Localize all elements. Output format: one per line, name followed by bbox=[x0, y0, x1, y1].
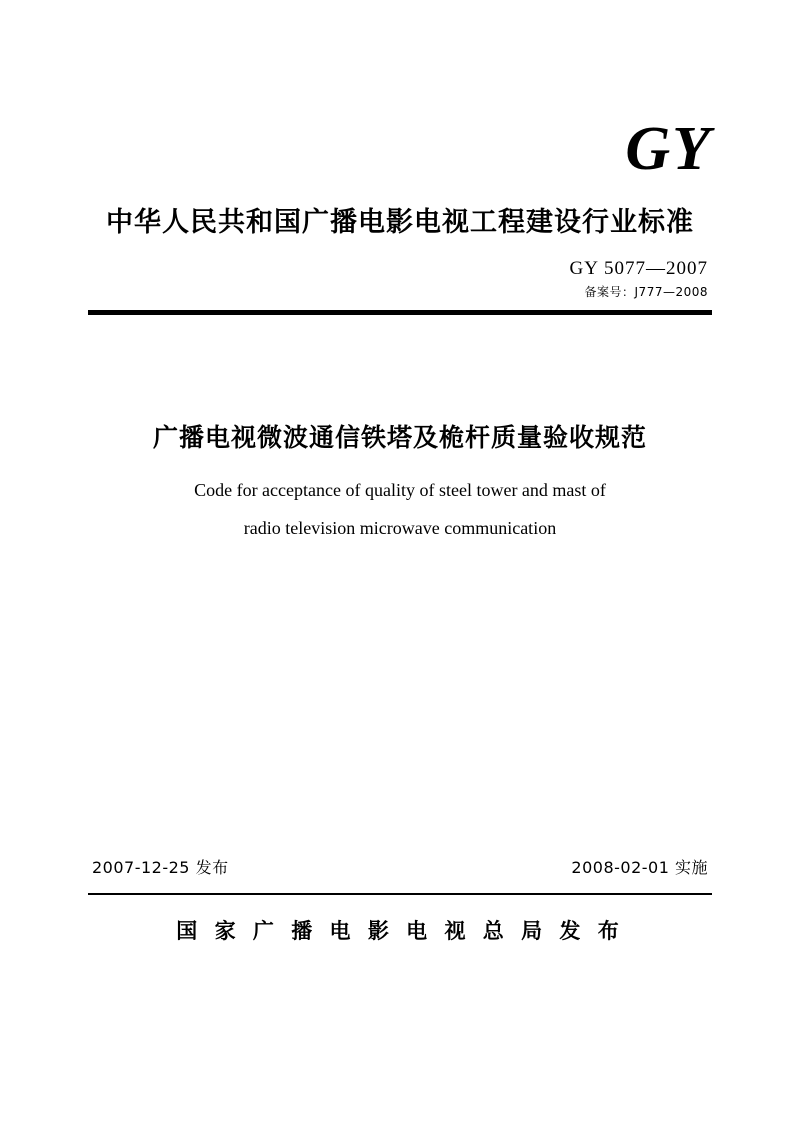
page-title-english-line2: radio television microwave communication bbox=[243, 518, 557, 538]
page-title-english-line1: Code for acceptance of quality of steel tower and mast of bbox=[194, 480, 606, 500]
issue-date: 2007-12-25 发布 bbox=[92, 858, 229, 877]
page-title: 广播电视微波通信铁塔及桅杆质量验收规范 bbox=[152, 423, 647, 452]
standard-series-title: 中华人民共和国广播电影电视工程建设行业标准 bbox=[106, 207, 694, 238]
record-number: 备案号：J777—2008 bbox=[584, 285, 708, 299]
header-divider bbox=[88, 310, 712, 315]
footer-divider bbox=[88, 893, 712, 895]
publisher: 国 家 广 播 电 影 电 视 总 局 发 布 bbox=[176, 919, 624, 943]
document-content bbox=[88, 0, 712, 1130]
date-row bbox=[88, 855, 712, 879]
standard-number: GY 5077—2007 bbox=[569, 258, 708, 279]
gy-logo: GY bbox=[625, 115, 712, 183]
effective-date: 2008-02-01 实施 bbox=[571, 858, 708, 877]
